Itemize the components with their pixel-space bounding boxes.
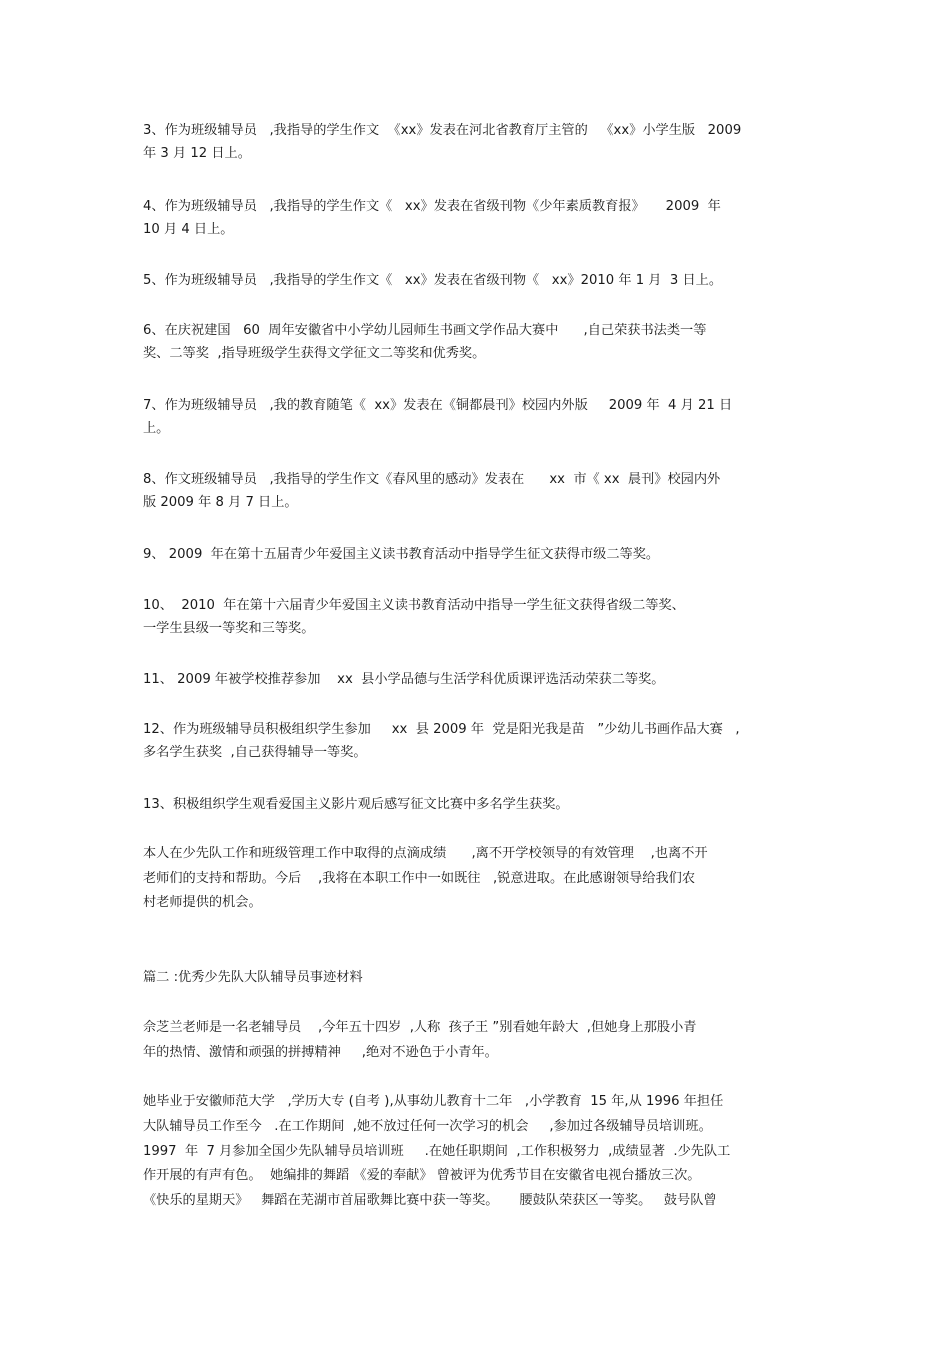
text-line: 13、积极组织学生观看爱国主义影片观后感写征文比赛中多名学生获奖。 [143,797,569,812]
text-line: 村老师提供的机会。 [143,895,262,910]
text-line: 年的热情、激情和顽强的拼搏精神 ,绝对不逊色于小青年。 [143,1045,498,1060]
text-line: 12、作为班级辅导员积极组织学生参加 xx 县 2009 年 党是阳光我是苗 ”少幼儿书画作品大赛 , [143,722,740,737]
text-line: 《快乐的星期天》 舞蹈在芜湖市首届歌舞比赛中获一等奖。 腰鼓队荣获区一等奖。 鼓号队曾 [143,1193,717,1208]
text-line: 6、在庆祝建国 60 周年安徽省中小学幼儿园师生书画文学作品大赛中 ,自己荣获书法类一等 [143,323,707,338]
text-line: 5、作为班级辅导员 ,我指导的学生作文《 xx》发表在省级刊物《 xx》2010 年 1 月 3 日上。 [143,273,723,288]
text-line: 3、作为班级辅导员 ,我指导的学生作文 《xx》发表在河北省教育厅主管的 《xx》小学生版 2009 [143,123,742,138]
text-line: 10 月 4 日上。 [143,222,234,237]
text-line: 10、 2010 年在第十六届青少年爱国主义读书教育活动中指导一学生征文获得省级二等奖、 [143,598,685,613]
text-line: 8、作文班级辅导员 ,我指导的学生作文《春风里的感动》发表在 xx 市《 xx 晨刊》校园内外 [143,472,721,487]
text-line: 本人在少先队工作和班级管理工作中取得的点滴成绩 ,离不开学校领导的有效管理 ,也离不开 [143,846,708,861]
text-line: 她毕业于安徽师范大学 ,学历大专 (自考 ),从事幼儿教育十二年 ,小学教育 15 年,从 1996 年担任 [143,1094,724,1109]
section-heading: 篇二 :优秀少先队大队辅导员事迹材料 [143,970,363,985]
text-line: 老师们的支持和帮助。今后 ,我将在本职工作中一如既往 ,锐意进取。在此感谢领导给我们农 [143,871,696,886]
text-line: 4、作为班级辅导员 ,我指导的学生作文《 xx》发表在省级刊物《少年素质教育报》 2009 年 [143,199,721,214]
text-line: 上。 [143,421,170,436]
text-line: 多名学生获奖 ,自己获得辅导一等奖。 [143,745,367,760]
text-line: 7、作为班级辅导员 ,我的教育随笔《 xx》发表在《铜都晨刊》校园内外版 2009 年 4 月 21 日 [143,398,733,413]
text-line: 奖、二等奖 ,指导班级学生获得文学征文二等奖和优秀奖。 [143,346,486,361]
text-line: 一学生县级一等奖和三等奖。 [143,621,315,636]
text-line: 9、 2009 年在第十五届青少年爱国主义读书教育活动中指导学生征文获得市级二等奖。 [143,547,660,562]
text-line: 佘芝兰老师是一名老辅导员 ,今年五十四岁 ,人称 孩子王 ”别看她年龄大 ,但她身上那股小青 [143,1020,697,1035]
text-line: 11、 2009 年被学校推荐参加 xx 县小学品德与生活学科优质课评选活动荣获二等奖。 [143,672,665,687]
text-line: 大队辅导员工作至今 .在工作期间 ,她不放过任何一次学习的机会 ,参加过各级辅导员培训班。 [143,1119,712,1134]
text-line: 作开展的有声有色。 她编排的舞蹈 《爱的奉献》 曾被评为优秀节目在安徽省电视台播放三次。 [143,1168,701,1183]
text-line: 版 2009 年 8 月 7 日上。 [143,495,298,510]
text-line: 年 3 月 12 日上。 [143,146,251,161]
text-line: 1997 年 7 月参加全国少先队辅导员培训班 .在她任职期间 ,工作积极努力 ,成绩显著 .少先队工 [143,1144,731,1159]
